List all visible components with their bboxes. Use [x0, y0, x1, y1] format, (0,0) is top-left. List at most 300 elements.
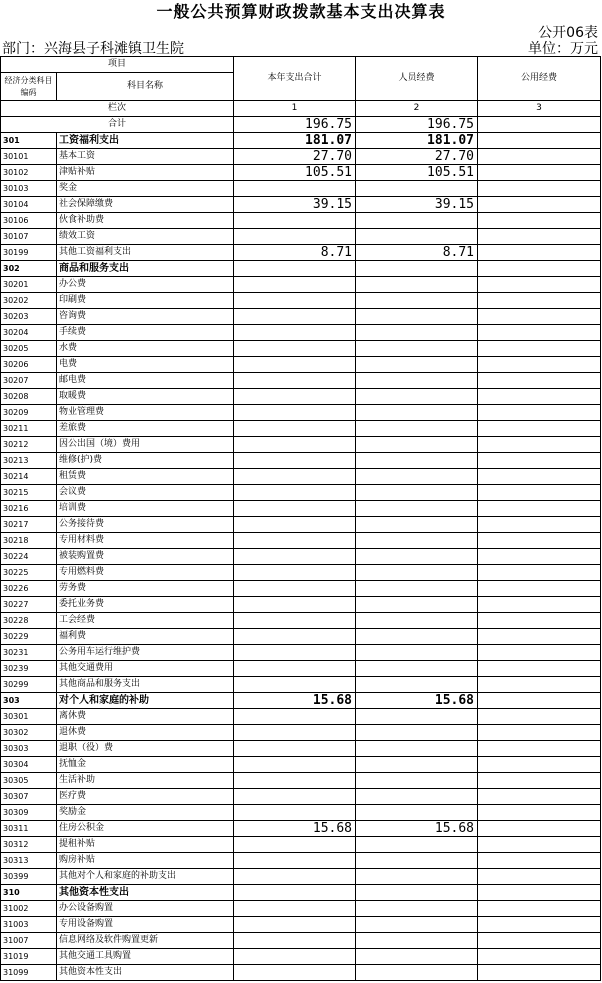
row-total	[234, 565, 356, 581]
table-row	[1, 597, 601, 613]
row-public	[478, 389, 601, 405]
table-row	[1, 645, 601, 661]
row-name: 福利费	[57, 629, 234, 645]
row-name: 生活补助	[57, 773, 234, 789]
row-public	[478, 821, 601, 837]
row-personnel: 105.51	[356, 165, 478, 181]
row-name: 委托业务费	[57, 597, 234, 613]
table-row	[1, 805, 601, 821]
row-name: 退职（役）费	[57, 741, 234, 757]
sum-public	[478, 117, 601, 133]
row-total	[234, 501, 356, 517]
table-row	[1, 789, 601, 805]
row-name: 购房补贴	[57, 853, 234, 869]
table-row	[1, 901, 601, 917]
page-title: 一般公共预算财政拨款基本支出决算表	[156, 2, 446, 21]
table-row	[1, 965, 601, 981]
table-row	[1, 949, 601, 965]
row-name: 被装购置费	[57, 549, 234, 565]
row-personnel: 27.70	[356, 149, 478, 165]
row-name: 工会经费	[57, 613, 234, 629]
row-personnel	[356, 293, 478, 309]
row-code: 30201	[1, 277, 57, 293]
row-public	[478, 917, 601, 933]
sum-label: 合计	[1, 117, 234, 133]
row-public	[478, 421, 601, 437]
row-personnel	[356, 421, 478, 437]
row-name: 租赁费	[57, 469, 234, 485]
row-name: 专用燃料费	[57, 565, 234, 581]
row-code: 30199	[1, 245, 57, 261]
form-number: 公开06表	[538, 25, 598, 41]
table-row	[1, 501, 601, 517]
row-name: 奖励金	[57, 805, 234, 821]
row-code: 30102	[1, 165, 57, 181]
row-personnel	[356, 853, 478, 869]
row-total	[234, 341, 356, 357]
row-public	[478, 149, 601, 165]
table-row	[1, 293, 601, 309]
row-total	[234, 709, 356, 725]
row-total	[234, 725, 356, 741]
row-personnel	[356, 677, 478, 693]
row-code: 30226	[1, 581, 57, 597]
row-name: 电费	[57, 357, 234, 373]
row-total: 8.71	[234, 245, 356, 261]
row-public	[478, 469, 601, 485]
row-code: 30301	[1, 709, 57, 725]
row-code: 30213	[1, 453, 57, 469]
row-personnel	[356, 229, 478, 245]
table-row	[1, 853, 601, 869]
row-public	[478, 197, 601, 213]
row-public	[478, 309, 601, 325]
table-row	[1, 693, 601, 709]
row-personnel	[356, 213, 478, 229]
row-code: 30211	[1, 421, 57, 437]
row-public	[478, 565, 601, 581]
table-row	[1, 773, 601, 789]
row-code: 30305	[1, 773, 57, 789]
table-row	[1, 197, 601, 213]
row-personnel	[356, 373, 478, 389]
row-personnel	[356, 405, 478, 421]
row-personnel	[356, 837, 478, 853]
row-personnel	[356, 453, 478, 469]
row-public	[478, 213, 601, 229]
row-code: 31099	[1, 965, 57, 981]
row-code: 30227	[1, 597, 57, 613]
table-row	[1, 757, 601, 773]
row-personnel	[356, 629, 478, 645]
row-total	[234, 741, 356, 757]
row-total	[234, 437, 356, 453]
column-seq-label: 栏次	[1, 101, 234, 117]
row-name: 取暖费	[57, 389, 234, 405]
row-code: 30299	[1, 677, 57, 693]
row-total	[234, 597, 356, 613]
row-personnel: 8.71	[356, 245, 478, 261]
row-total	[234, 325, 356, 341]
row-personnel	[356, 277, 478, 293]
table-row	[1, 821, 601, 837]
row-total: 105.51	[234, 165, 356, 181]
row-personnel: 181.07	[356, 133, 478, 149]
table-row	[1, 229, 601, 245]
table-row	[1, 149, 601, 165]
row-personnel	[356, 597, 478, 613]
row-name: 其他商品和服务支出	[57, 677, 234, 693]
row-personnel	[356, 757, 478, 773]
row-name: 水费	[57, 341, 234, 357]
row-personnel	[356, 181, 478, 197]
row-personnel	[356, 469, 478, 485]
row-name: 办公费	[57, 277, 234, 293]
row-total	[234, 309, 356, 325]
row-code: 30107	[1, 229, 57, 245]
row-name: 退休费	[57, 725, 234, 741]
row-total	[234, 613, 356, 629]
row-name: 奖金	[57, 181, 234, 197]
row-code: 30231	[1, 645, 57, 661]
row-code: 30302	[1, 725, 57, 741]
sum-personnel: 196.75	[356, 117, 478, 133]
row-personnel	[356, 565, 478, 581]
header-personnel: 人员经费	[356, 57, 478, 101]
row-code: 30212	[1, 437, 57, 453]
row-public	[478, 181, 601, 197]
row-public	[478, 677, 601, 693]
header-total: 本年支出合计	[234, 57, 356, 101]
row-total	[234, 517, 356, 533]
row-total	[234, 453, 356, 469]
row-public	[478, 597, 601, 613]
row-name: 绩效工资	[57, 229, 234, 245]
row-total	[234, 549, 356, 565]
table-row	[1, 309, 601, 325]
row-code: 30209	[1, 405, 57, 421]
row-code: 30205	[1, 341, 57, 357]
row-code: 30311	[1, 821, 57, 837]
row-total	[234, 917, 356, 933]
row-total: 15.68	[234, 821, 356, 837]
row-code: 30217	[1, 517, 57, 533]
table-row	[1, 517, 601, 533]
row-total	[234, 933, 356, 949]
row-public	[478, 949, 601, 965]
sum-total: 196.75	[234, 117, 356, 133]
row-personnel	[356, 661, 478, 677]
row-public	[478, 869, 601, 885]
table-row	[1, 181, 601, 197]
row-personnel	[356, 965, 478, 981]
table-row	[1, 629, 601, 645]
table-row	[1, 869, 601, 885]
row-personnel	[356, 549, 478, 565]
row-total	[234, 405, 356, 421]
row-public	[478, 405, 601, 421]
table-row	[1, 261, 601, 277]
row-personnel	[356, 949, 478, 965]
row-total	[234, 837, 356, 853]
row-name: 培训费	[57, 501, 234, 517]
row-code: 30312	[1, 837, 57, 853]
row-public	[478, 549, 601, 565]
row-personnel	[356, 533, 478, 549]
row-public	[478, 437, 601, 453]
row-total	[234, 645, 356, 661]
row-name: 抚恤金	[57, 757, 234, 773]
row-name: 伙食补助费	[57, 213, 234, 229]
row-public	[478, 837, 601, 853]
row-code: 310	[1, 885, 57, 901]
row-public	[478, 933, 601, 949]
row-code: 301	[1, 133, 57, 149]
row-name: 社会保障缴费	[57, 197, 234, 213]
table-row	[1, 533, 601, 549]
row-name: 因公出国（境）费用	[57, 437, 234, 453]
row-total	[234, 677, 356, 693]
table-row	[1, 277, 601, 293]
row-code: 31003	[1, 917, 57, 933]
row-public	[478, 613, 601, 629]
row-code: 303	[1, 693, 57, 709]
row-personnel	[356, 901, 478, 917]
row-name: 咨询费	[57, 309, 234, 325]
row-name: 物业管理费	[57, 405, 234, 421]
row-public	[478, 517, 601, 533]
row-code: 30239	[1, 661, 57, 677]
row-public	[478, 485, 601, 501]
row-personnel	[356, 517, 478, 533]
row-personnel	[356, 389, 478, 405]
table-row	[1, 437, 601, 453]
row-total	[234, 293, 356, 309]
table-row	[1, 741, 601, 757]
row-personnel	[356, 357, 478, 373]
row-code: 31002	[1, 901, 57, 917]
unit-label: 单位：万元	[528, 41, 598, 57]
row-total	[234, 485, 356, 501]
row-personnel	[356, 709, 478, 725]
row-code: 31007	[1, 933, 57, 949]
row-name: 基本工资	[57, 149, 234, 165]
table-row	[1, 485, 601, 501]
row-public	[478, 581, 601, 597]
row-name: 手续费	[57, 325, 234, 341]
row-name: 维修(护)费	[57, 453, 234, 469]
row-total	[234, 757, 356, 773]
row-public	[478, 885, 601, 901]
header-subject-name: 科目名称	[57, 73, 234, 101]
table-row	[1, 917, 601, 933]
table-row	[1, 405, 601, 421]
row-personnel	[356, 341, 478, 357]
row-name: 其他对个人和家庭的补助支出	[57, 869, 234, 885]
row-code: 30224	[1, 549, 57, 565]
row-public	[478, 741, 601, 757]
header-item: 项目	[1, 57, 234, 73]
row-name: 其他交通费用	[57, 661, 234, 677]
table-row	[1, 165, 601, 181]
row-name: 差旅费	[57, 421, 234, 437]
row-name: 工资福利支出	[57, 133, 234, 149]
row-name: 办公设备购置	[57, 901, 234, 917]
row-total	[234, 789, 356, 805]
row-personnel	[356, 437, 478, 453]
row-code: 30399	[1, 869, 57, 885]
department-label: 部门：兴海县子科滩镇卫生院	[2, 41, 184, 57]
table-row	[1, 245, 601, 261]
table-row	[1, 885, 601, 901]
row-total	[234, 261, 356, 277]
row-public	[478, 789, 601, 805]
row-total	[234, 373, 356, 389]
row-code: 30101	[1, 149, 57, 165]
header-public: 公用经费	[478, 57, 601, 101]
row-code: 30309	[1, 805, 57, 821]
row-code: 30208	[1, 389, 57, 405]
row-code: 30206	[1, 357, 57, 373]
row-name: 公务接待费	[57, 517, 234, 533]
row-public	[478, 229, 601, 245]
row-total	[234, 533, 356, 549]
row-name: 住房公积金	[57, 821, 234, 837]
row-code: 30313	[1, 853, 57, 869]
row-personnel: 15.68	[356, 693, 478, 709]
table-row	[1, 725, 601, 741]
row-public	[478, 661, 601, 677]
row-personnel	[356, 309, 478, 325]
row-total	[234, 357, 356, 373]
row-total	[234, 901, 356, 917]
row-public	[478, 325, 601, 341]
row-total	[234, 421, 356, 437]
row-personnel	[356, 805, 478, 821]
row-total	[234, 885, 356, 901]
table-row	[1, 549, 601, 565]
row-personnel	[356, 885, 478, 901]
row-code: 30104	[1, 197, 57, 213]
row-public	[478, 725, 601, 741]
row-total	[234, 469, 356, 485]
table-row	[1, 613, 601, 629]
table-row	[1, 469, 601, 485]
table-row	[1, 357, 601, 373]
row-public	[478, 277, 601, 293]
table-row	[1, 341, 601, 357]
row-public	[478, 373, 601, 389]
row-name: 其他资本性支出	[57, 965, 234, 981]
row-personnel	[356, 325, 478, 341]
row-public	[478, 165, 601, 181]
row-name: 会议费	[57, 485, 234, 501]
row-total: 27.70	[234, 149, 356, 165]
row-public	[478, 533, 601, 549]
row-public	[478, 693, 601, 709]
row-personnel	[356, 725, 478, 741]
col-index-1: 1	[234, 101, 356, 117]
row-public	[478, 261, 601, 277]
row-public	[478, 245, 601, 261]
table-row	[1, 581, 601, 597]
row-personnel	[356, 613, 478, 629]
row-total	[234, 389, 356, 405]
row-name: 津贴补贴	[57, 165, 234, 181]
row-public	[478, 853, 601, 869]
row-personnel	[356, 501, 478, 517]
row-personnel	[356, 741, 478, 757]
row-name: 其他工资福利支出	[57, 245, 234, 261]
row-personnel	[356, 773, 478, 789]
row-name: 公务用车运行维护费	[57, 645, 234, 661]
row-code: 30103	[1, 181, 57, 197]
row-total	[234, 773, 356, 789]
row-name: 劳务费	[57, 581, 234, 597]
row-name: 信息网络及软件购置更新	[57, 933, 234, 949]
row-public	[478, 629, 601, 645]
row-personnel	[356, 261, 478, 277]
row-code: 30229	[1, 629, 57, 645]
row-total	[234, 965, 356, 981]
row-total	[234, 949, 356, 965]
row-public	[478, 453, 601, 469]
row-code: 30307	[1, 789, 57, 805]
table-row	[1, 933, 601, 949]
row-total	[234, 853, 356, 869]
row-name: 其他交通工具购置	[57, 949, 234, 965]
expenditure-table	[0, 56, 601, 981]
row-code: 30204	[1, 325, 57, 341]
row-name: 离休费	[57, 709, 234, 725]
col-index-2: 2	[356, 101, 478, 117]
table-row	[1, 373, 601, 389]
row-code: 30303	[1, 741, 57, 757]
row-total	[234, 277, 356, 293]
table-row	[1, 565, 601, 581]
row-personnel	[356, 869, 478, 885]
row-name: 专用材料费	[57, 533, 234, 549]
row-total	[234, 805, 356, 821]
row-public	[478, 645, 601, 661]
table-row	[1, 421, 601, 437]
row-total: 39.15	[234, 197, 356, 213]
row-total: 15.68	[234, 693, 356, 709]
row-code: 30214	[1, 469, 57, 485]
row-code: 30218	[1, 533, 57, 549]
row-name: 印刷费	[57, 293, 234, 309]
table-row	[1, 837, 601, 853]
row-public	[478, 805, 601, 821]
row-total	[234, 229, 356, 245]
row-code: 30228	[1, 613, 57, 629]
table-row	[1, 661, 601, 677]
row-personnel	[356, 917, 478, 933]
row-personnel	[356, 789, 478, 805]
row-total: 181.07	[234, 133, 356, 149]
header-econ-code: 经济分类科目编码	[1, 73, 57, 101]
row-public	[478, 341, 601, 357]
row-public	[478, 773, 601, 789]
row-public	[478, 709, 601, 725]
row-name: 邮电费	[57, 373, 234, 389]
table-row	[1, 709, 601, 725]
row-name: 商品和服务支出	[57, 261, 234, 277]
row-personnel	[356, 581, 478, 597]
row-public	[478, 965, 601, 981]
row-personnel	[356, 645, 478, 661]
table-row	[1, 389, 601, 405]
